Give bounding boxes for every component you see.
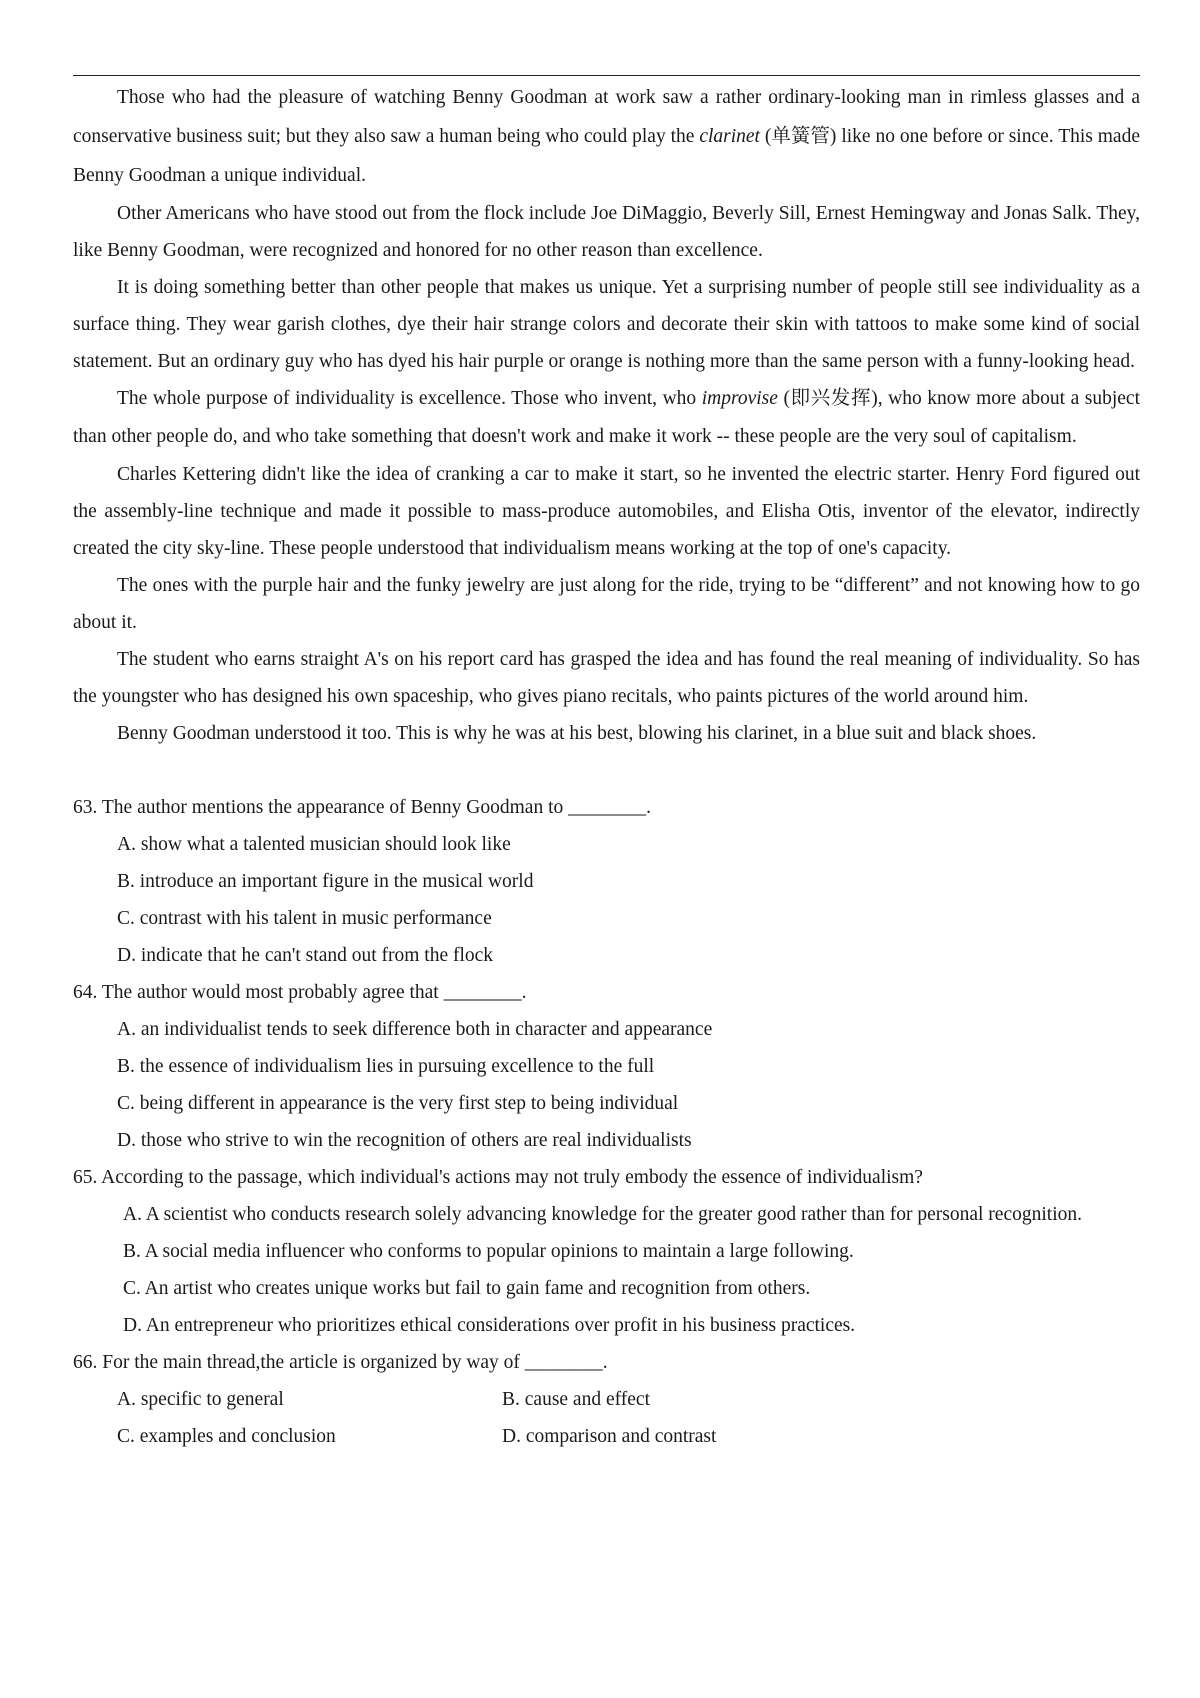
- option-c: C. being different in appearance is the very first step to being individual: [117, 1093, 679, 1114]
- question-stem: 65. According to the passage, which individual's actions may not truly embody the essence of individualism?: [73, 1167, 923, 1188]
- italic-term: improvise: [701, 388, 778, 409]
- chinese-gloss: (单簧管): [759, 126, 837, 147]
- passage-paragraph-8: Benny Goodman understood it too. This is why he was at his best, blowing his clarinet, in a blue suit and black shoes.: [117, 723, 1037, 744]
- question-66: [73, 1344, 1140, 1455]
- option-c: C. examples and conclusion: [117, 1426, 336, 1447]
- passage-paragraph-3: It is doing something better than other people that makes us unique. Yet a surprising number of people still see individuality as a surface thing. They wear garish clothes, dye their hair strange colors and decorate their skin with tattoos to make some kind of social statement. But an ordinary guy who has dyed his hair purple or orange is nothing more than the same person with a funny-looking head.: [73, 277, 1140, 372]
- chinese-gloss: (即兴发挥): [777, 388, 878, 409]
- option-c: C. An artist who creates unique works but fail to gain fame and recognition from others.: [123, 1278, 811, 1299]
- option-d: D. those who strive to win the recognition of others are real individualists: [117, 1130, 692, 1151]
- option-a: A. show what a talented musician should look like: [117, 834, 511, 855]
- top-divider: [73, 75, 1140, 76]
- passage-paragraph-6: The ones with the purple hair and the funky jewelry are just along for the ride, trying to be “different” and not knowing how to go about it.: [73, 575, 1140, 633]
- option-b: B. cause and effect: [502, 1389, 650, 1410]
- option-a: A. an individualist tends to seek difference both in character and appearance: [117, 1019, 713, 1040]
- option-d: D. comparison and contrast: [502, 1426, 717, 1447]
- passage-paragraph-1: [73, 78, 1140, 195]
- paragraph-text: The whole purpose of individuality is excellence. Those who invent, who: [117, 388, 702, 409]
- passage-paragraph-4: [73, 380, 1140, 456]
- option-d: D. An entrepreneur who prioritizes ethical considerations over profit in his business practices.: [123, 1315, 856, 1336]
- option-a: A. A scientist who conducts research solely advancing knowledge for the greater good rather than for personal recognition.: [123, 1204, 1082, 1225]
- option-c: C. contrast with his talent in music performance: [117, 908, 492, 929]
- question-stem: 63. The author mentions the appearance of Benny Goodman to ________.: [73, 797, 652, 818]
- section-gap: [73, 752, 1140, 789]
- passage-paragraph-5: Charles Kettering didn't like the idea of cranking a car to make it start, so he invented the electric starter. Henry Ford figured out the assembly-line technique and made it possible to mass-produce automobiles, and Elisha Otis, inventor of the elevator, indirectly created the city sky-line. These people understood that individualism means working at the top of one's capacity.: [73, 464, 1140, 559]
- option-b: B. introduce an important figure in the musical world: [117, 871, 534, 892]
- exam-page: [73, 78, 1140, 1455]
- question-64: [73, 974, 1140, 1159]
- option-a: A. specific to general: [117, 1389, 284, 1410]
- question-63: [73, 789, 1140, 974]
- question-65: [73, 1159, 1140, 1344]
- passage-paragraph-7: The student who earns straight A's on his report card has grasped the idea and has found the real meaning of individuality. So has the youngster who has designed his own spaceship, who gives piano recitals, who paints pictures of the world around him.: [73, 649, 1140, 707]
- option-b: B. A social media influencer who conforms to popular opinions to maintain a large following.: [123, 1241, 854, 1262]
- question-stem: 66. For the main thread,the article is organized by way of ________.: [73, 1352, 608, 1373]
- options-row-2: [73, 1418, 1140, 1455]
- options-row-1: [73, 1381, 1140, 1418]
- paragraph-text: Those who had the pleasure of watching Benny Goodman at work saw a rather ordinary-looking man in rimless glasses and a conservative business suit; but they also saw a human being who could play the: [73, 87, 1140, 147]
- paragraph-text: like no one before or since. This made Benny Goodman a unique individual.: [73, 126, 1140, 186]
- passage-paragraph-2: Other Americans who have stood out from the flock include Joe DiMaggio, Beverly Sill, Ernest Hemingway and Jonas Salk. They, like Benny Goodman, were recognized and honored for no other reason than excellence.: [73, 203, 1140, 261]
- option-d: D. indicate that he can't stand out from the flock: [117, 945, 494, 966]
- paragraph-text: , who know more about a subject than other people do, and who take something that doesn't work and make it work -- these people are the very soul of capitalism.: [73, 388, 1140, 447]
- italic-term: clarinet: [699, 126, 760, 147]
- question-stem: 64. The author would most probably agree that ________.: [73, 982, 527, 1003]
- option-b: B. the essence of individualism lies in pursuing excellence to the full: [117, 1056, 655, 1077]
